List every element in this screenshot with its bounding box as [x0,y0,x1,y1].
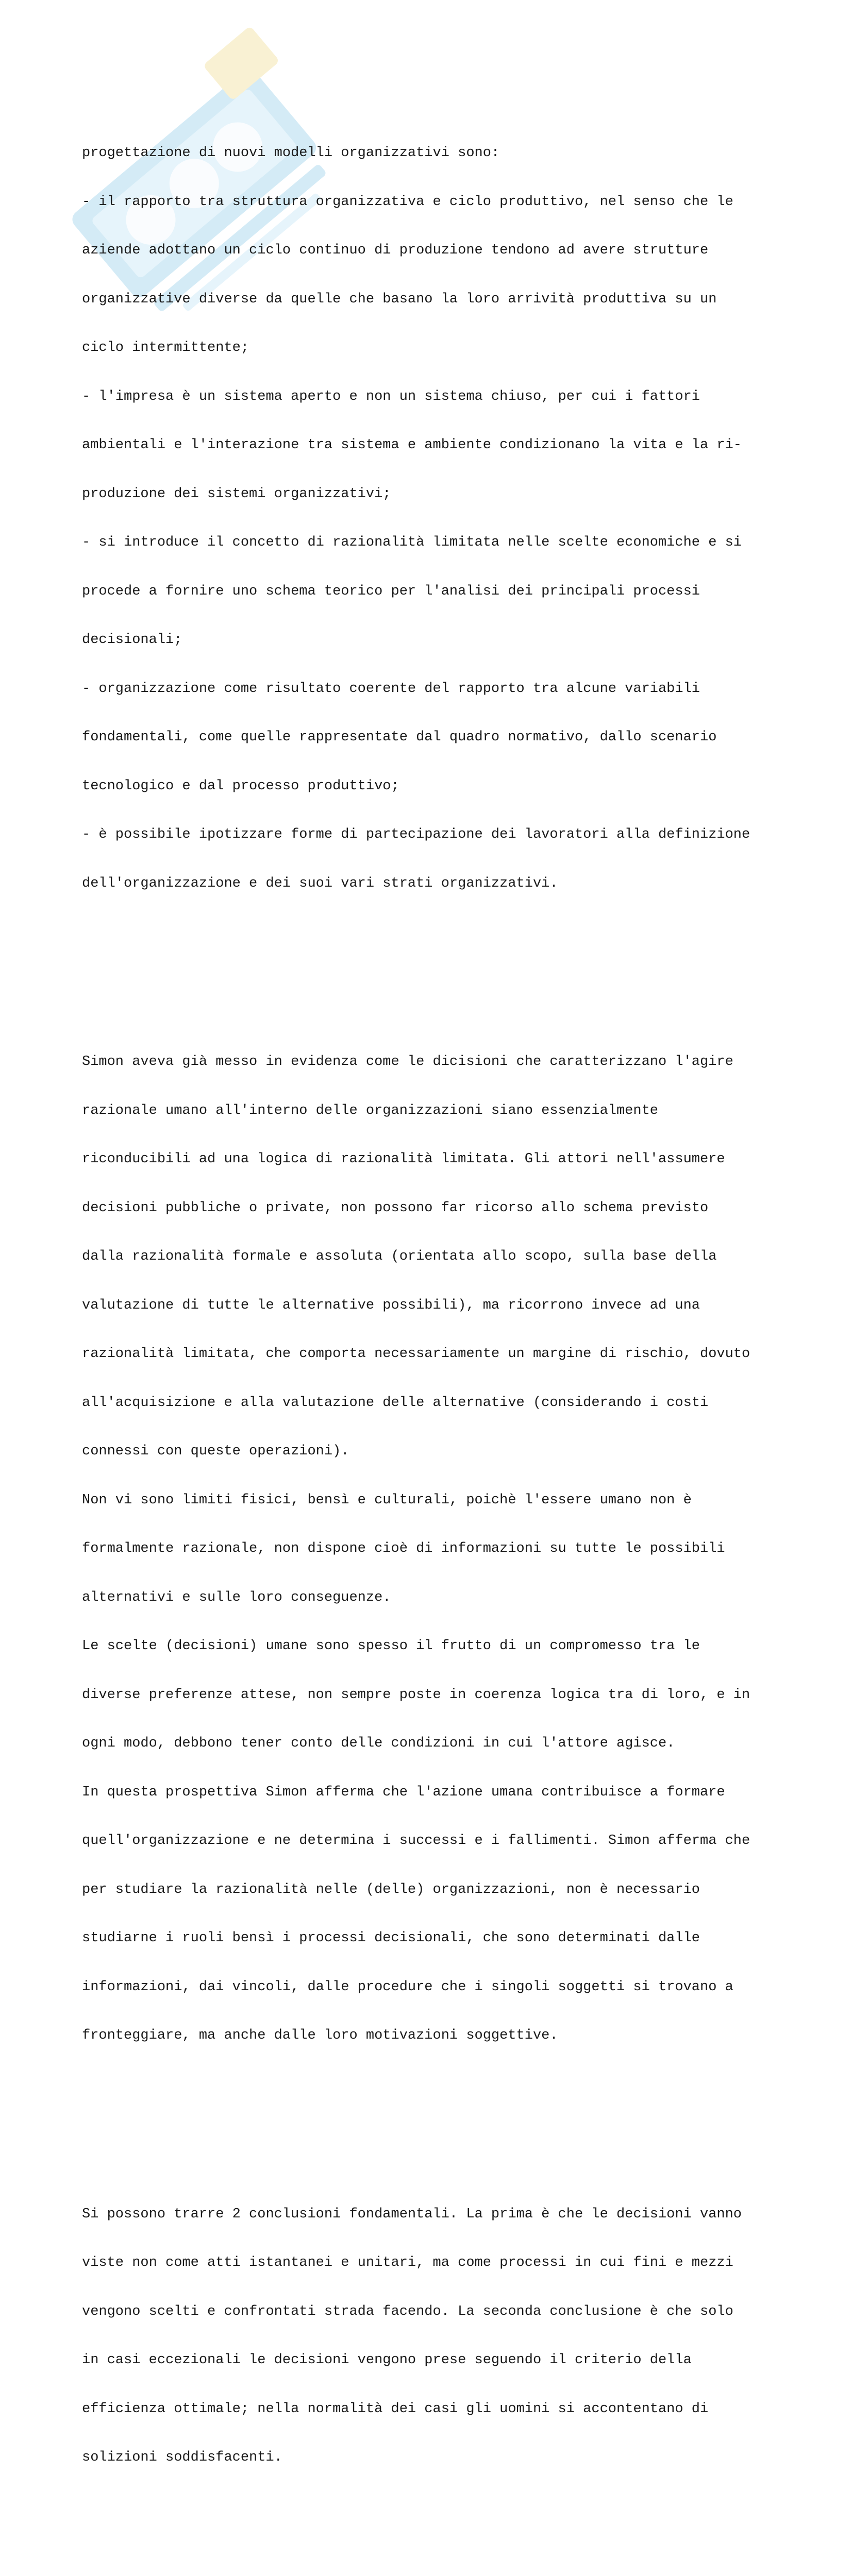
text-line: ciclo intermittente; [82,340,249,355]
text-line: all'acquisizione e alla valutazione delle alternative (considerando i costi [82,1395,709,1411]
text-line: valutazione di tutte le alternative possibili), ma ricorrono invece ad una [82,1297,700,1313]
text-line: fronteggiare, ma anche dalle loro motivazioni soggettive. [82,2028,558,2043]
paragraph-spacer [82,2109,804,2126]
text-line: viste non come atti istantanei e unitari, ma come processi in cui fini e mezzi [82,2255,733,2270]
text-line: dell'organizzazione e dei suoi vari strati organizzativi. [82,875,558,891]
text-line: razionalità limitata, che comporta necessariamente un margine di rischio, dovuto [82,1346,750,1362]
text-line: - si introduce il concetto di razionalità limitata nelle scelte economiche e si [82,535,742,550]
text-line: per studiare la razionalità nelle (delle) organizzazioni, non è necessario [82,1882,700,1897]
text-line: - organizzazione come risultato coerente del rapporto tra alcune variabili [82,681,700,697]
paragraph-spacer [82,2531,804,2548]
text-line: decisionali; [82,632,182,648]
text-line: Le scelte (decisioni) umane sono spesso il frutto di un compromesso tra le [82,1638,700,1654]
paragraph-spacer [82,957,804,973]
document-text [82,80,804,2576]
text-line: decisioni pubbliche o private, non possono far ricorso allo schema previsto [82,1200,709,1216]
text-line: alternativi e sulle loro conseguenze. [82,1589,391,1605]
text-line: diverse preferenze attese, non sempre poste in coerenza logica tra di loro, e in [82,1687,750,1703]
text-line: Simon aveva già messo in evidenza come le dicisioni che caratterizzano l'agire [82,1054,733,1070]
text-line: ambientali e l'interazione tra sistema e ambiente condizionano la vita e la ri- [82,437,742,453]
text-line: solizioni soddisfacenti. [82,2450,282,2465]
text-line: - è possibile ipotizzare forme di partecipazione dei lavoratori alla definizione [82,827,750,842]
text-line: connessi con queste operazioni). [82,1444,349,1459]
text-line: - l'impresa è un sistema aperto e non un sistema chiuso, per cui i fattori [82,388,700,404]
text-line: riconducibili ad una logica di razionalità limitata. Gli attori nell'assumere [82,1151,725,1167]
text-line: tecnologico e dal processo produttivo; [82,778,399,794]
text-line: dalla razionalità formale e assoluta (orientata allo scopo, sulla base della [82,1249,717,1264]
text-line: formalmente razionale, non dispone cioè di informazioni su tutte le possibili [82,1541,725,1556]
text-line: in casi eccezionali le decisioni vengono prese seguendo il criterio della [82,2352,692,2368]
paragraph-intro-list [82,113,804,924]
text-line: organizzative diverse da quelle che basano la loro arrività produttiva su un [82,291,717,307]
text-line: Non vi sono limiti fisici, bensì e culturali, poichè l'essere umano non è [82,1492,692,1508]
text-line: fondamentali, come quelle rappresentate dal quadro normativo, dallo scenario [82,730,717,745]
text-line: razionale umano all'interno delle organizzazioni siano essenzialmente [82,1103,658,1118]
text-line: progettazione di nuovi modelli organizzativi sono: [82,145,500,161]
text-line: produzione dei sistemi organizzativi; [82,486,391,502]
paragraph-conclusions [82,2174,804,2499]
text-line: ogni modo, debbono tener conto delle condizioni in cui l'attore agisce. [82,1736,675,1751]
text-line: informazioni, dai vincoli, dalle procedure che i singoli soggetti si trovano a [82,1979,733,1995]
text-line: quell'organizzazione e ne determina i successi e i fallimenti. Simon afferma che [82,1833,750,1849]
text-line: procede a fornire uno schema teorico per l'analisi dei principali processi [82,583,700,599]
paragraph-simon [82,1022,804,2077]
text-line: aziende adottano un ciclo continuo di produzione tendono ad avere strutture [82,243,709,258]
text-line: studiarne i ruoli bensì i processi decisionali, che sono determinati dalle [82,1930,700,1946]
text-line: - il rapporto tra struttura organizzativa e ciclo produttivo, nel senso che le [82,194,733,210]
text-line: vengono scelti e confrontati strada facendo. La seconda conclusione è che solo [82,2303,733,2319]
text-line: Si possono trarre 2 conclusioni fondamentali. La prima è che le decisioni vanno [82,2206,742,2222]
text-line: In questa prospettiva Simon afferma che l'azione umana contribuisce a formare [82,1784,725,1800]
text-line: efficienza ottimale; nella normalità dei casi gli uomini si accontentano di [82,2401,709,2417]
